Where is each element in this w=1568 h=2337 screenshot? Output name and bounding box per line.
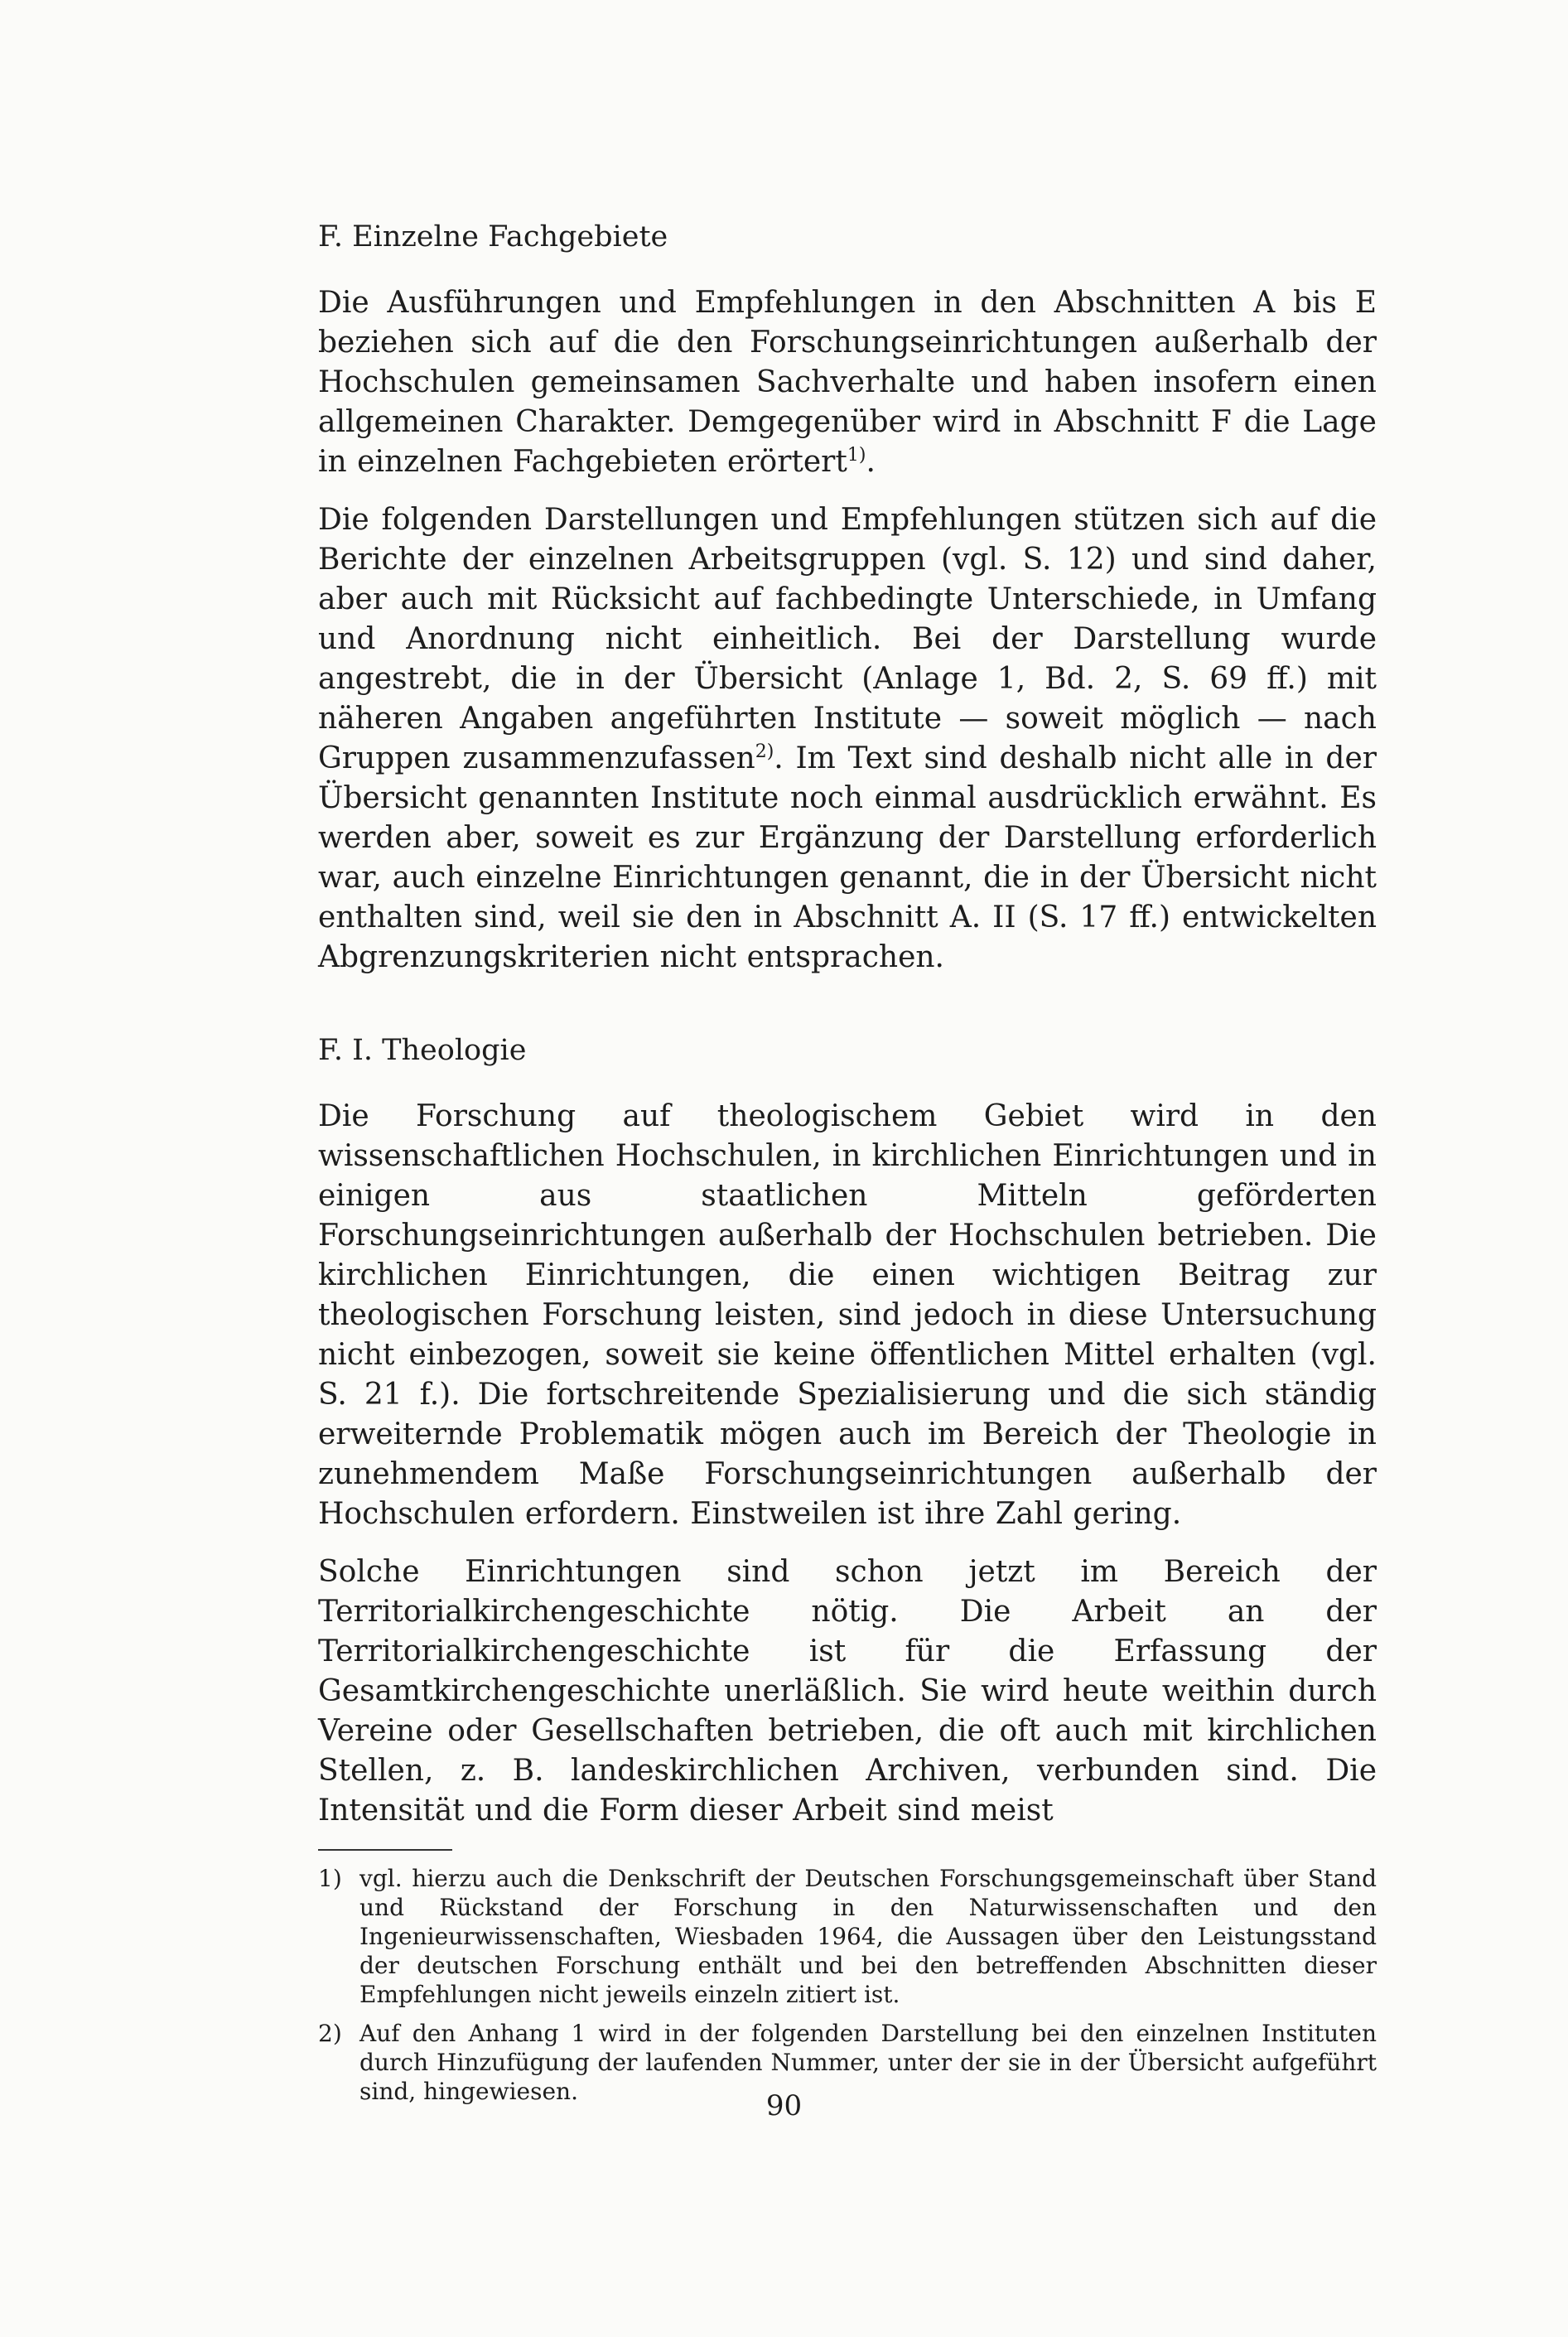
- paragraph-f-1: [318, 283, 1377, 482]
- footnote-1: [318, 1864, 1377, 2009]
- page-number: 90: [765, 2089, 803, 2122]
- page-body: [318, 217, 1377, 2116]
- footnote-1-marker: 1): [318, 1865, 342, 1892]
- paragraph-f-1-end: .: [866, 445, 876, 479]
- paragraph-f1-2: Solche Einrichtungen sind schon jetzt im Bereich der Territorialkirchengeschichte nötig. Die Arbeit an der Territorialkirchengeschichte ist für die Erfassung der Gesamtkirchengeschichte unerläßlich. Sie wird heute weithin durch Vereine oder Gesellschaften betrieben, die oft auch mit kirchlichen Stellen, z. B. landeskirchlichen Archiven, verbunden sind. Die Intensität und die Form dieser Arbeit sind meist: [318, 1555, 1377, 1828]
- footnote-ref-2: 2): [755, 741, 774, 762]
- paragraph-f1-1: Die Forschung auf theologischem Gebiet wird in den wissenschaftlichen Hochschulen, in kirchlichen Einrichtungen und in einigen aus staatlichen Mitteln geförderten Forschungseinrichtungen außerhalb der Hochschulen betrieben. Die kirchlichen Einrichtungen, die einen wichtigen Beitrag zur theologischen Forschung leisten, sind jedoch in diese Untersuchung nicht einbezogen, soweit sie keine öffentlichen Mittel erhalten (vgl. S. 21 f.). Die fortschreitende Spezialisierung und die sich ständig erweiternde Problematik mögen auch im Bereich der Theologie in zunehmendem Maße Forschungseinrichtungen außerhalb der Hochschulen erfordern. Einstweilen ist ihre Zahl gering.: [318, 1099, 1377, 1531]
- footnote-1-text: vgl. hierzu auch die Denkschrift der Deutschen Forschungsgemeinschaft über Stand und Rückstand der Forschung in den Naturwissenschaften und den Ingenieurwissenschaften, Wiesbaden 1964, die Aussagen über den Leistungsstand der deutschen Forschung enthält und bei den betreffenden Abschnitten dieser Empfehlungen nicht jeweils einzeln zitiert ist.: [359, 1865, 1377, 2008]
- footnote-2-text: Auf den Anhang 1 wird in der folgenden Darstellung bei den einzelnen Instituten durch Hinzufügung der laufenden Nummer, unter der sie in der Übersicht aufgeführt sind, hingewiesen.: [359, 2020, 1377, 2105]
- paragraph-f-2-text-b: . Im Text sind deshalb nicht alle in der Übersicht genannten Institute noch einmal ausdrücklich erwähnt. Es werden aber, soweit es zur Ergänzung der Darstellung erforderlich war, auch einzelne Einrichtungen genannt, die in der Übersicht nicht enthalten sind, weil sie den in Abschnitt A. II (S. 17 ff.) entwickelten Abgrenzungskriterien nicht entsprachen.: [318, 741, 1377, 974]
- section-heading-f1: F. I. Theologie: [318, 1034, 527, 1067]
- section-heading-f: F. Einzelne Fachgebiete: [318, 220, 668, 253]
- footnote-divider: [318, 1849, 452, 1851]
- paragraph-f-2-text-a: Die folgenden Darstellungen und Empfehlungen stützen sich auf die Berichte der einzelnen Arbeitsgruppen (vgl. S. 12) und sind daher, aber auch mit Rücksicht auf fachbedingte Unterschiede, in Umfang und Anordnung nicht einheitlich. Bei der Darstellung wurde angestrebt, die in der Übersicht (Anlage 1, Bd. 2, S. 69 ff.) mit näheren Angaben angeführten Institute — soweit möglich — nach Gruppen zusammenzufassen: [318, 503, 1377, 775]
- footnote-ref-1: 1): [847, 445, 866, 466]
- footnote-2-marker: 2): [318, 2020, 342, 2047]
- paragraph-f-2: [318, 500, 1377, 978]
- paragraph-f-1-text: Die Ausführungen und Empfehlungen in den Abschnitten A bis E beziehen sich auf die den Forschungseinrichtungen außerhalb der Hochschulen gemeinsamen Sachverhalte und haben insofern einen allgemeinen Charakter. Demgegenüber wird in Abschnitt F die Lage in einzelnen Fachgebieten erörtert: [318, 286, 1377, 479]
